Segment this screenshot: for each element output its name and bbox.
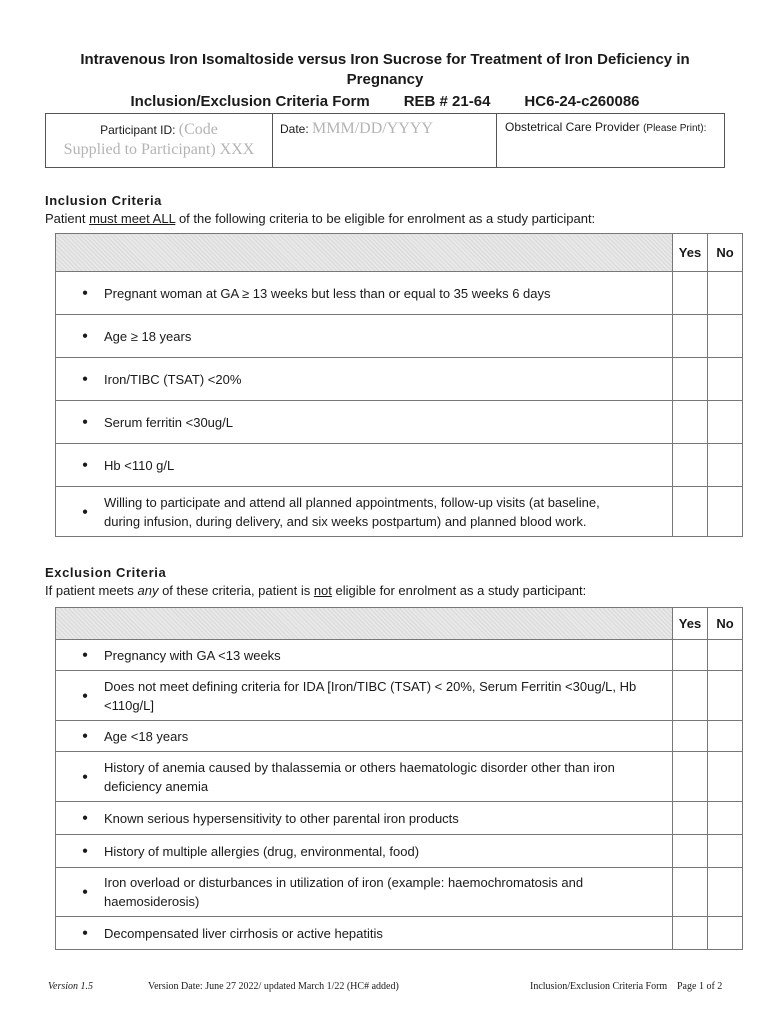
inclusion-header-row bbox=[56, 234, 743, 272]
participant-id-label: Participant ID: bbox=[100, 123, 176, 137]
date-placeholder: MMM/DD/YYYY bbox=[312, 120, 433, 137]
bullet-icon: ● bbox=[82, 506, 89, 517]
exclusion-title: Exclusion Criteria bbox=[45, 565, 167, 580]
bullet-icon: ● bbox=[82, 845, 89, 857]
yes-checkbox[interactable] bbox=[673, 358, 708, 401]
no-checkbox[interactable] bbox=[708, 640, 743, 671]
bullet-icon: ● bbox=[82, 459, 89, 471]
yes-checkbox[interactable] bbox=[673, 487, 708, 537]
bullet-icon: ● bbox=[82, 373, 89, 385]
yes-checkbox[interactable] bbox=[673, 671, 708, 721]
footer-version: Version 1.5 bbox=[48, 981, 93, 992]
footer-form-name: Inclusion/Exclusion Criteria Form bbox=[530, 981, 668, 992]
table-row bbox=[56, 802, 743, 835]
no-checkbox[interactable] bbox=[708, 487, 743, 537]
table-row bbox=[56, 671, 743, 721]
table-row bbox=[56, 315, 743, 358]
yes-checkbox[interactable] bbox=[673, 315, 708, 358]
reb-number: REB # 21-64 bbox=[403, 93, 491, 110]
title-line-1: Intravenous Iron Isomaltoside versus Iron Sucrose for Treatment of Iron Deficiency in bbox=[80, 51, 690, 68]
criterion: ● Iron overload or disturbances in utilization of iron (example: haemochromatosis and haemosiderosis) bbox=[56, 868, 673, 917]
provider-field[interactable] bbox=[497, 114, 724, 167]
no-checkbox[interactable] bbox=[708, 752, 743, 802]
yes-checkbox[interactable] bbox=[673, 444, 708, 487]
table-row bbox=[56, 358, 743, 401]
yes-checkbox[interactable] bbox=[673, 272, 708, 315]
bullet-icon: ● bbox=[82, 416, 89, 428]
criterion: ● Iron/TIBC (TSAT) <20% bbox=[56, 358, 673, 401]
criterion: ● Pregnant woman at GA ≥ 13 weeks but less than or equal to 35 weeks 6 days bbox=[56, 272, 673, 315]
hc-number: HC6-24-c260086 bbox=[524, 93, 640, 110]
bullet-icon: ● bbox=[82, 690, 89, 701]
table-row bbox=[56, 444, 743, 487]
no-checkbox[interactable] bbox=[708, 272, 743, 315]
criterion: ● Does not meet defining criteria for IDA [Iron/TIBC (TSAT) < 20%, Serum Ferritin <30ug/L, Hb <110g/L] bbox=[56, 671, 673, 721]
bullet-icon: ● bbox=[82, 771, 89, 782]
criterion: ● Age <18 years bbox=[56, 721, 673, 752]
bullet-icon: ● bbox=[82, 730, 89, 742]
bullet-icon: ● bbox=[82, 927, 89, 939]
yes-checkbox[interactable] bbox=[673, 640, 708, 671]
exclusion-header-row bbox=[56, 608, 743, 640]
criterion: ● History of anemia caused by thalassemia or others haematologic disorder other than iron deficiency anemia bbox=[56, 752, 673, 802]
criterion: ● Known serious hypersensitivity to other parental iron products bbox=[56, 802, 673, 835]
participant-header-box bbox=[45, 113, 725, 168]
criterion: ● History of multiple allergies (drug, environmental, food) bbox=[56, 835, 673, 868]
criterion: ● Decompensated liver cirrhosis or active hepatitis bbox=[56, 917, 673, 950]
footer-page-number: Page 1 of 2 bbox=[677, 981, 723, 992]
no-checkbox[interactable] bbox=[708, 401, 743, 444]
exclusion-col-yes: Yes bbox=[673, 608, 708, 640]
no-checkbox[interactable] bbox=[708, 917, 743, 950]
table-row bbox=[56, 272, 743, 315]
no-checkbox[interactable] bbox=[708, 802, 743, 835]
date-label: Date: bbox=[280, 122, 309, 136]
no-checkbox[interactable] bbox=[708, 671, 743, 721]
criterion: ● Willing to participate and attend all planned appointments, follow-up visits (at baseline, during infusion, during delivery, and six weeks postpartum) and planned blood work. bbox=[56, 487, 673, 537]
date-field[interactable] bbox=[273, 114, 497, 167]
provider-note: (Please Print): bbox=[643, 123, 707, 134]
participant-id-field[interactable] bbox=[46, 114, 273, 167]
inclusion-header-blank bbox=[56, 234, 673, 272]
participant-id-placeholder-a: (Code bbox=[178, 121, 218, 138]
bullet-icon: ● bbox=[82, 649, 89, 661]
yes-checkbox[interactable] bbox=[673, 721, 708, 752]
bullet-icon: ● bbox=[82, 330, 89, 342]
form-name: Inclusion/Exclusion Criteria Form bbox=[130, 93, 370, 110]
table-row bbox=[56, 401, 743, 444]
no-checkbox[interactable] bbox=[708, 315, 743, 358]
no-checkbox[interactable] bbox=[708, 868, 743, 917]
exclusion-table bbox=[55, 607, 743, 950]
inclusion-col-yes: Yes bbox=[673, 234, 708, 272]
yes-checkbox[interactable] bbox=[673, 835, 708, 868]
inclusion-col-no: No bbox=[708, 234, 743, 272]
criterion: ● Pregnancy with GA <13 weeks bbox=[56, 640, 673, 671]
exclusion-col-no: No bbox=[708, 608, 743, 640]
criterion: ● Age ≥ 18 years bbox=[56, 315, 673, 358]
table-row bbox=[56, 640, 743, 671]
criterion: ● Hb <110 g/L bbox=[56, 444, 673, 487]
yes-checkbox[interactable] bbox=[673, 401, 708, 444]
inclusion-title: Inclusion Criteria bbox=[45, 193, 162, 208]
yes-checkbox[interactable] bbox=[673, 868, 708, 917]
bullet-icon: ● bbox=[82, 287, 89, 299]
participant-id-placeholder-b: Supplied to Participant) XXX bbox=[63, 141, 255, 158]
form-subtitle bbox=[40, 92, 730, 112]
provider-label: Obstetrical Care Provider bbox=[505, 120, 640, 134]
exclusion-description: If patient meets any of these criteria, patient is not eligible for enrolment as a study participant: bbox=[45, 583, 587, 598]
yes-checkbox[interactable] bbox=[673, 917, 708, 950]
document-title bbox=[40, 50, 730, 90]
table-row bbox=[56, 721, 743, 752]
exclusion-header-blank bbox=[56, 608, 673, 640]
table-row bbox=[56, 868, 743, 917]
bullet-icon: ● bbox=[82, 886, 89, 898]
table-row bbox=[56, 835, 743, 868]
table-row bbox=[56, 752, 743, 802]
no-checkbox[interactable] bbox=[708, 835, 743, 868]
bullet-icon: ● bbox=[82, 812, 89, 824]
table-row bbox=[56, 917, 743, 950]
no-checkbox[interactable] bbox=[708, 444, 743, 487]
inclusion-description: Patient must meet ALL of the following criteria to be eligible for enrolment as a study participant: bbox=[45, 211, 596, 226]
yes-checkbox[interactable] bbox=[673, 802, 708, 835]
footer-version-date: Version Date: June 27 2022/ updated March 1/22 (HC# added) bbox=[148, 981, 399, 992]
inclusion-table bbox=[55, 233, 743, 537]
table-row bbox=[56, 487, 743, 537]
no-checkbox[interactable] bbox=[708, 721, 743, 752]
title-line-2: Pregnancy bbox=[346, 71, 424, 88]
yes-checkbox[interactable] bbox=[673, 752, 708, 802]
criterion: ● Serum ferritin <30ug/L bbox=[56, 401, 673, 444]
no-checkbox[interactable] bbox=[708, 358, 743, 401]
